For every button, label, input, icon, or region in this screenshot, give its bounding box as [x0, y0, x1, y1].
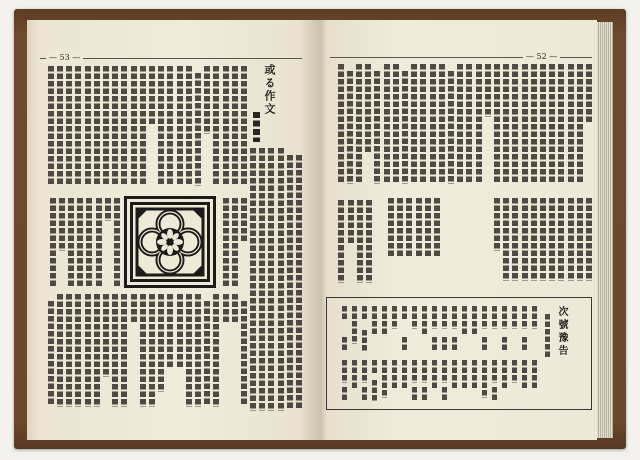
text-column	[112, 294, 118, 407]
notice-item-title	[402, 306, 407, 321]
text-column	[568, 198, 574, 281]
text-column	[105, 198, 111, 221]
notice-item-title	[492, 306, 497, 329]
text-column	[103, 294, 109, 377]
notice-item-title	[442, 306, 447, 329]
left-page-number: — 53 —	[46, 53, 83, 63]
text-column	[411, 64, 417, 184]
text-column	[457, 64, 463, 184]
text-column	[406, 198, 412, 258]
text-column	[50, 198, 56, 288]
text-column	[397, 198, 403, 258]
text-column	[204, 301, 210, 406]
text-column	[250, 148, 256, 411]
text-column	[420, 64, 426, 184]
text-column	[68, 198, 74, 288]
notice-item-title	[442, 360, 447, 383]
text-column	[494, 198, 500, 251]
text-column	[512, 198, 518, 281]
text-column	[402, 71, 408, 184]
notice-item-title	[512, 306, 517, 329]
text-column	[384, 64, 390, 184]
notice-item-author	[482, 337, 487, 352]
text-column	[476, 64, 482, 184]
notice-item-title	[412, 306, 417, 329]
text-column	[48, 66, 54, 186]
notice-item-author	[342, 337, 347, 352]
notice-item-title	[422, 360, 427, 383]
text-column	[241, 66, 247, 186]
notice-item-author	[402, 337, 407, 352]
text-column	[48, 301, 54, 406]
notice-item-title	[342, 306, 347, 321]
right-page-number: — 52 —	[523, 52, 560, 62]
notice-item-title	[472, 306, 477, 336]
text-column	[558, 64, 564, 184]
text-column	[540, 64, 546, 184]
text-column	[177, 66, 183, 186]
notice-item-author	[502, 337, 507, 352]
text-column	[494, 64, 500, 184]
text-column	[512, 64, 518, 184]
notice-item-author	[342, 387, 347, 402]
notice-item-title	[352, 306, 357, 344]
notice-item-title	[502, 360, 507, 390]
text-column	[558, 198, 564, 281]
text-column	[448, 71, 454, 184]
text-column	[434, 198, 440, 258]
text-column	[131, 66, 137, 186]
text-column	[268, 148, 274, 411]
text-column	[393, 64, 399, 184]
text-column	[149, 294, 155, 407]
notice-item-title	[452, 360, 457, 390]
text-column	[287, 155, 293, 410]
next-issue-notice-title: 次號豫告	[556, 306, 567, 358]
text-column	[439, 64, 445, 184]
notice-item-title	[432, 360, 437, 390]
notice-item-title	[482, 360, 487, 398]
text-column	[57, 66, 63, 186]
text-column	[365, 64, 371, 154]
text-column	[425, 198, 431, 258]
notice-item-title	[372, 360, 377, 375]
notice-item-author	[412, 387, 417, 402]
text-column	[96, 198, 102, 288]
notice-item-title	[522, 306, 527, 329]
text-column	[57, 294, 63, 407]
text-column	[66, 66, 72, 186]
text-column	[195, 73, 201, 186]
text-column	[241, 301, 247, 406]
notice-item-title	[462, 360, 467, 390]
notice-item-title	[412, 360, 417, 383]
text-column	[241, 198, 247, 243]
text-column	[531, 198, 537, 281]
text-column	[348, 200, 354, 245]
text-column	[167, 66, 173, 186]
notice-item-title	[402, 360, 407, 390]
text-column	[586, 64, 592, 124]
notice-item-author	[372, 380, 377, 403]
notice-item-author	[442, 337, 447, 352]
notice-item-author	[492, 387, 497, 402]
text-column	[75, 294, 81, 407]
text-column	[149, 66, 155, 126]
notice-item-title	[512, 360, 517, 383]
text-column	[121, 294, 127, 407]
text-column	[114, 198, 120, 288]
text-column	[416, 198, 422, 258]
text-column	[75, 66, 81, 186]
text-column	[223, 294, 229, 324]
notice-item-title	[462, 306, 467, 336]
notice-item-title	[432, 306, 437, 329]
text-column	[158, 66, 164, 186]
text-column	[103, 66, 109, 186]
text-column	[86, 198, 92, 288]
text-column	[131, 294, 137, 324]
text-column	[121, 66, 127, 186]
text-column	[466, 64, 472, 184]
notice-item-title	[492, 360, 497, 383]
notice-item-author	[522, 337, 527, 352]
text-column	[485, 64, 491, 117]
notice-item-title	[342, 360, 347, 383]
notice-item-author	[362, 387, 367, 402]
notice-item-author	[442, 387, 447, 402]
text-column	[195, 294, 201, 407]
text-column	[85, 66, 91, 186]
text-column	[186, 66, 192, 186]
text-column	[213, 294, 219, 407]
text-column	[112, 66, 118, 186]
notice-item-title	[532, 360, 537, 390]
notice-item-author	[432, 337, 437, 352]
text-column	[577, 198, 583, 281]
text-column	[94, 294, 100, 407]
notice-item-author	[422, 387, 427, 402]
notice-item-title	[382, 306, 387, 336]
text-column	[577, 64, 583, 184]
text-column	[204, 66, 210, 134]
text-column	[278, 148, 284, 411]
notice-item-title	[362, 360, 367, 383]
text-column	[522, 64, 528, 184]
text-column	[430, 64, 436, 184]
text-column	[232, 294, 238, 324]
text-column	[223, 198, 229, 288]
text-column	[347, 71, 353, 184]
notice-item-title	[482, 306, 487, 329]
notice-item-title	[422, 306, 427, 336]
text-column	[177, 294, 183, 369]
text-column	[338, 200, 344, 283]
notice-item-title	[352, 360, 357, 390]
text-column	[503, 198, 509, 281]
text-column	[388, 198, 394, 258]
text-column	[549, 64, 555, 184]
notice-item-title	[372, 306, 377, 336]
text-column	[259, 148, 265, 411]
text-column	[94, 66, 100, 186]
text-column	[232, 198, 238, 288]
text-column	[296, 155, 302, 410]
text-column	[338, 64, 344, 184]
text-column	[366, 200, 372, 283]
notice-item-title	[452, 306, 457, 329]
text-column	[59, 198, 65, 251]
notice-item-title	[392, 306, 397, 329]
notice-item-title	[392, 360, 397, 390]
text-column	[77, 198, 83, 288]
text-column	[167, 294, 173, 369]
text-column	[357, 200, 363, 283]
text-column	[232, 66, 238, 186]
text-column	[356, 64, 362, 184]
notice-item-title	[502, 306, 507, 329]
article-title: 或る作文	[263, 64, 276, 116]
text-column	[531, 64, 537, 184]
text-column	[503, 64, 509, 184]
text-column	[374, 71, 380, 184]
text-column	[549, 198, 555, 281]
text-column	[66, 294, 72, 407]
notice-item-author	[362, 330, 367, 353]
notice-item-title	[382, 360, 387, 398]
notice-item-title	[472, 360, 477, 390]
text-column	[140, 294, 146, 407]
text-column	[213, 66, 219, 186]
text-column	[85, 294, 91, 407]
text-column	[540, 198, 546, 281]
text-column	[223, 66, 229, 186]
text-column	[140, 66, 146, 186]
notice-item-title	[362, 306, 367, 321]
notice-item-title	[522, 360, 527, 390]
text-column	[186, 294, 192, 407]
notice-item-author	[452, 337, 457, 352]
text-column	[568, 64, 574, 184]
notice-item-title	[532, 306, 537, 329]
text-column	[586, 198, 592, 281]
text-column	[158, 294, 164, 392]
text-column	[522, 198, 528, 281]
